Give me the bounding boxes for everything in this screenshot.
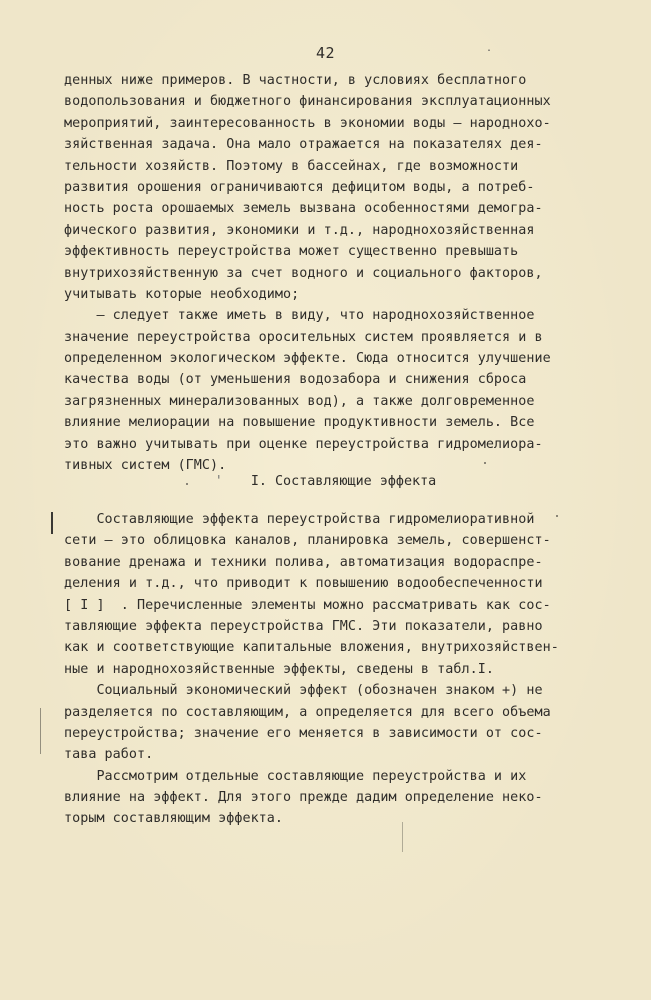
text-line: влияние мелиорации на повышение продуктивности земель. Все: [64, 415, 535, 431]
text-line: влияние на эффект. Для этого прежде дадим определение неко-: [64, 790, 543, 806]
margin-mark: .: [486, 43, 493, 54]
text-line: переустройства; значение его меняется в зависимости от сос-: [64, 725, 543, 741]
paragraph-block-2: [64, 509, 564, 830]
scan-speck: [186, 483, 188, 485]
margin-bar-mark: [402, 822, 403, 852]
text-line: загрязненных минерализованных вод), а также долговременное: [64, 393, 535, 409]
text-line: учитывать которые необходимо;: [64, 286, 300, 302]
text-line: тельности хозяйств. Поэтому в бассейнах, где возможности: [64, 158, 519, 174]
text-line: водопользования и бюджетного финансирования эксплуатационных: [64, 94, 551, 110]
text-line: ные и народнохозяйственные эффекты, сведены в табл.I.: [64, 661, 494, 677]
text-line: зяйственная задача. Она мало отражается на показателях дея-: [64, 137, 543, 153]
text-line: сети – это облицовка каналов, планировка земель, совершенст-: [64, 533, 551, 549]
heading-tick-mark: ': [214, 474, 223, 489]
margin-bar-mark: [40, 708, 41, 754]
page-number: 42: [315, 44, 336, 62]
text-line: развития орошения ограничиваются дефицитом воды, а потреб-: [64, 179, 535, 195]
text-line: качества воды (от уменьшения водозабора и снижения сброса: [64, 372, 527, 388]
text-line: тава работ.: [64, 747, 154, 763]
text-line: внутрихозяйственную за счет водного и социального факторов,: [64, 265, 543, 281]
text-line: – следует также иметь в виду, что народнохозяйственное: [64, 308, 535, 324]
text-line: эффективность переустройства может существенно превышать: [64, 244, 519, 260]
text-line: ность роста орошаемых земель вызвана особенностями демогра-: [64, 201, 543, 217]
scan-speck: [484, 462, 486, 464]
text-line: денных ниже примеров. В частности, в условиях бесплатного: [64, 73, 527, 88]
text-line: Социальный экономический эффект (обозначен знаком +) не: [64, 683, 543, 699]
text-line: тивных систем (ГМС).: [64, 458, 227, 474]
text-line: деления и т.д., что приводит к повышению водообеспеченности: [64, 576, 543, 592]
text-line: Рассмотрим отдельные составляющие переустройства и их: [64, 768, 527, 784]
text-line: [ I ] . Перечисленные элементы можно рассматривать как сос-: [64, 597, 551, 613]
text-line: мероприятий, заинтересованность в экономии воды – народнохо-: [64, 115, 551, 131]
margin-bar-mark: [51, 512, 53, 534]
text-line: определенном экологическом эффекте. Сюда относится улучшение: [64, 351, 551, 367]
section-heading-text: I. Составляющие эффекта: [250, 474, 437, 489]
text-line: разделяется по составляющим, а определяется для всего объема: [64, 704, 551, 720]
text-line: Составляющие эффекта переустройства гидромелиоративной: [64, 512, 535, 527]
section-heading: [0, 471, 651, 492]
paragraph-block-1: [64, 70, 564, 476]
text-line: это важно учитывать при оценке переустройства гидромелиора-: [64, 436, 543, 452]
text-line: фического развития, экономики и т.д., народнохозяйственная: [64, 222, 535, 238]
scan-speck: [556, 515, 558, 517]
text-line: как и соответствующие капитальные вложения, внутрихозяйствен-: [64, 640, 559, 656]
text-line: тавляющие эффекта переустройства ГМС. Эти показатели, равно: [64, 618, 543, 634]
text-line: торым составляющим эффекта.: [64, 811, 284, 827]
text-line: вование дренажа и техники полива, автоматизация водораспре-: [64, 554, 543, 570]
text-line: значение переустройства оросительных систем проявляется и в: [64, 329, 543, 345]
